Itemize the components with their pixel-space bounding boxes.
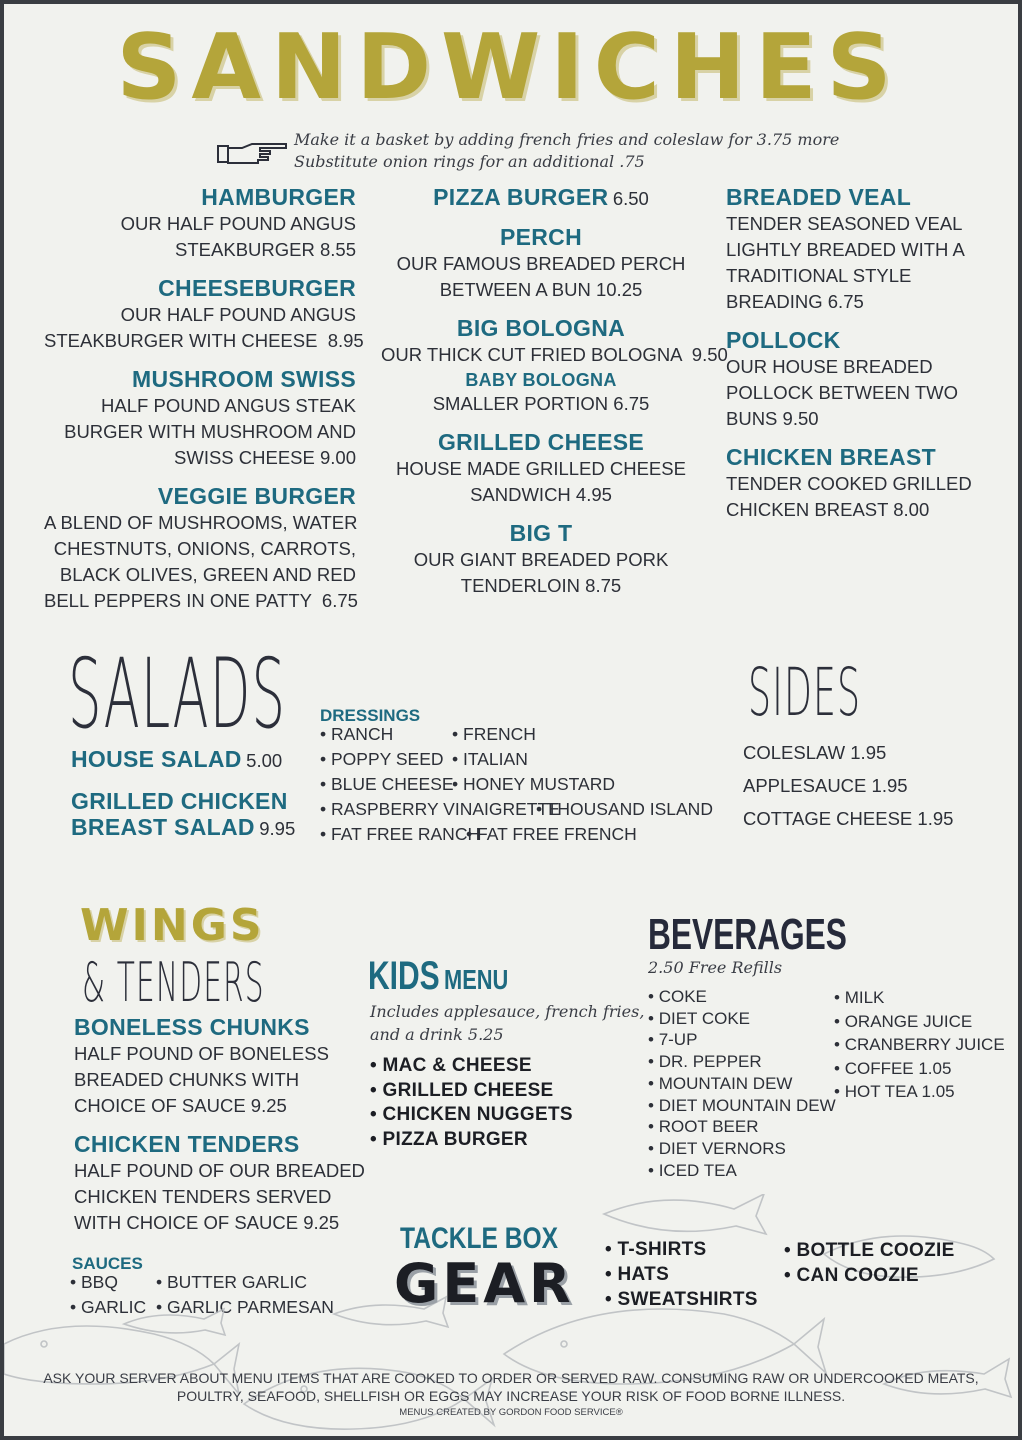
gear-item: • BOTTLE COOZIE	[784, 1238, 955, 1263]
kids-menu-title	[368, 954, 526, 999]
beverages-note: 2.50 Free Refills	[648, 958, 783, 977]
item-name: CHICKEN BREAST	[726, 444, 936, 470]
dressing-item: • BLUE CHEESE	[320, 772, 560, 797]
gear-list-1	[605, 1237, 758, 1312]
item-name: BABY BOLOGNA	[465, 370, 617, 390]
kids-item: • GRILLED CHEESE	[370, 1079, 573, 1104]
menu-item-chicken-breast	[726, 444, 1006, 523]
footer-warning-line2: POULTRY, SEAFOOD, SHELLFISH OR EGGS MAY INCREASE YOUR RISK OF FOOD BORNE ILLNESS.	[176, 1388, 846, 1404]
salads-title: SALADS	[68, 638, 287, 750]
kids-item: • MAC & CHEESE	[370, 1054, 573, 1079]
item-name: HOUSE SALAD	[71, 746, 242, 772]
menu-item-breaded-veal	[726, 184, 1006, 315]
item-name: HAMBURGER	[201, 184, 356, 210]
dressing-item: • THOUSAND ISLAND	[536, 797, 713, 822]
menu-item-pizza-burger	[381, 184, 701, 212]
sandwich-column-3	[726, 184, 1006, 523]
menu-item-big-bologna	[381, 315, 728, 368]
item-name: BONELESS CHUNKS	[74, 1014, 310, 1040]
sandwich-column-1	[44, 184, 364, 614]
item-name: BIG BOLOGNA	[456, 315, 626, 341]
item-description: OUR GIANT BREADED PORK TENDERLOIN 8.75	[413, 549, 669, 596]
beverage-item: • ORANGE JUICE	[834, 1010, 1005, 1034]
item-description: HALF POUND OF BONELESS BREADED CHUNKS WITH CHOICE OF SAUCE 9.25	[74, 1043, 329, 1116]
item-price: 6.50	[612, 188, 649, 209]
side-item: COLESLAW 1.95	[743, 742, 887, 763]
menu-item-hamburger	[44, 184, 356, 263]
item-description: OUR HOUSE BREADED POLLOCK BETWEEN TWO BUNS 9.50	[726, 356, 958, 429]
beverage-item: • DR. PEPPER	[648, 1051, 836, 1073]
beverage-item: • MILK	[834, 986, 1005, 1010]
item-price: 5.00	[246, 750, 283, 771]
menu-item-boneless-chunks	[74, 1014, 374, 1119]
footer-warning-line1: ASK YOUR SERVER ABOUT MENU ITEMS THAT ARE COOKED TO ORDER OR SERVED RAW. CONSUMING RAW OR UNDERCOOKED MEATS,	[43, 1370, 979, 1386]
dressings-title: DRESSINGS	[320, 706, 421, 725]
item-description: OUR THICK CUT FRIED BOLOGNA 9.50	[381, 344, 728, 365]
sides-list	[743, 736, 953, 835]
beverage-item: • 7-UP	[648, 1029, 836, 1051]
item-name-line1: GRILLED CHICKEN	[71, 788, 288, 814]
gear-item: • CAN COOZIE	[784, 1263, 955, 1288]
item-name: PIZZA BURGER	[433, 184, 609, 210]
item-name: BIG T	[509, 520, 573, 546]
menu-item-grilled-cheese	[381, 429, 701, 508]
beverage-item: • COKE	[648, 986, 836, 1008]
beverage-item: • MOUNTAIN DEW	[648, 1073, 836, 1095]
wings-title: WINGS	[80, 900, 265, 951]
sides-title: SIDES	[748, 654, 862, 731]
kids-menu-list	[370, 1054, 573, 1152]
item-name: POLLOCK	[726, 327, 841, 353]
kids-item: • PIZZA BURGER	[370, 1128, 573, 1153]
item-price: 9.95	[259, 818, 296, 839]
beverage-item: • DIET VERNORS	[648, 1138, 836, 1160]
footer-credit: MENUS CREATED BY GORDON FOOD SERVICE®	[399, 1407, 623, 1418]
item-description: SMALLER PORTION 6.75	[432, 393, 650, 414]
sauce-item: • GARLIC PARMESAN	[156, 1295, 334, 1320]
menu-item-house-salad	[71, 746, 282, 774]
dressing-item: • POPPY SEED	[320, 747, 560, 772]
beverages-title: BEVERAGES	[648, 910, 847, 959]
sauce-item: • BUTTER GARLIC	[156, 1270, 334, 1295]
beverage-item: • DIET COKE	[648, 1008, 836, 1030]
gear-item: • SWEATSHIRTS	[605, 1287, 758, 1312]
menu-item-grilled-chicken-salad	[71, 788, 295, 844]
dressing-item: • RANCH	[320, 722, 560, 747]
item-name: PERCH	[499, 224, 582, 250]
menu-item-pollock	[726, 327, 1006, 432]
beverage-item: • DIET MOUNTAIN DEW	[648, 1095, 836, 1117]
side-item: APPLESAUCE 1.95	[743, 775, 908, 796]
gear-item: • T-SHIRTS	[605, 1237, 758, 1262]
beverages-list-1	[648, 986, 836, 1181]
sandwiches-title: SANDWICHES	[116, 15, 902, 120]
menu-item-baby-bologna	[381, 370, 701, 417]
item-description: OUR HALF POUND ANGUS STEAKBURGER WITH CHEESE 8.95	[44, 304, 364, 351]
item-description: HALF POUND OF OUR BREADED CHICKEN TENDERS SERVED WITH CHOICE OF SAUCE 9.25	[74, 1160, 365, 1233]
menu-item-cheeseburger	[44, 275, 364, 354]
dressing-item: • HONEY MUSTARD	[452, 772, 713, 797]
item-name: MUSHROOM SWISS	[132, 366, 356, 392]
item-description: OUR FAMOUS BREADED PERCH BETWEEN A BUN 10.25	[396, 253, 686, 300]
gear-list-2	[784, 1238, 955, 1288]
menu-item-mushroom-swiss	[44, 366, 356, 471]
menu-item-perch	[381, 224, 701, 303]
sauces-title: SAUCES	[72, 1254, 143, 1273]
tenders-title: & TENDERS	[82, 951, 265, 1014]
menu-item-veggie-burger	[44, 483, 356, 614]
kids-item: • CHICKEN NUGGETS	[370, 1103, 573, 1128]
item-description: TENDER COOKED GRILLED CHICKEN BREAST 8.00	[726, 473, 972, 520]
sandwich-column-2	[381, 184, 728, 599]
beverage-item: • ICED TEA	[648, 1160, 836, 1182]
basket-note: Make it a basket by adding french fries and coleslaw for 3.75 more	[294, 130, 840, 149]
item-description: HOUSE MADE GRILLED CHEESE SANDWICH 4.95	[396, 458, 686, 505]
beverage-item: • HOT TEA 1.05	[834, 1080, 1005, 1104]
onion-rings-note: Substitute onion rings for an additional .75	[294, 152, 645, 171]
gear-title: GEAR	[394, 1252, 575, 1315]
kids-title-small: MENU	[443, 964, 508, 995]
item-name: CHEESEBURGER	[158, 275, 356, 301]
beverages-list-2	[834, 986, 1005, 1104]
sauce-item: • BBQ	[70, 1270, 146, 1295]
kids-note-line1: Includes applesauce, french fries,	[370, 1002, 645, 1021]
dressing-item: • FRENCH	[452, 722, 713, 747]
menu-item-big-t	[381, 520, 701, 599]
item-name: CHICKEN TENDERS	[74, 1131, 300, 1157]
beverage-item: • COFFEE 1.05	[834, 1057, 1005, 1081]
dressing-item: • FAT FREE FRENCH	[466, 822, 713, 847]
pointing-hand-icon	[214, 138, 290, 168]
item-name: BREADED VEAL	[726, 184, 912, 210]
kids-note-line2: and a drink 5.25	[370, 1025, 504, 1044]
item-description: HALF POUND ANGUS STEAK BURGER WITH MUSHROOM AND SWISS CHEESE 9.00	[64, 395, 356, 468]
side-item: COTTAGE CHEESE 1.95	[743, 808, 954, 829]
beverage-item: • CRANBERRY JUICE	[834, 1033, 1005, 1057]
kids-title-big: KIDS	[368, 954, 440, 998]
item-description: A BLEND OF MUSHROOMS, WATER CHESTNUTS, ONIONS, CARROTS, BLACK OLIVES, GREEN AND RED BELL PEPPERS IN ONE PATTY 6.75	[44, 512, 358, 611]
item-name: GRILLED CHEESE	[437, 429, 645, 455]
menu-page	[4, 4, 1018, 1436]
dressing-item: • FAT FREE RANCH	[320, 822, 560, 847]
item-name-line2: BREAST SALAD	[71, 814, 255, 840]
item-name: VEGGIE BURGER	[157, 483, 356, 509]
sauce-item: • GARLIC	[70, 1295, 146, 1320]
item-description: OUR HALF POUND ANGUS STEAKBURGER 8.55	[120, 213, 356, 260]
tackle-box-title: TACKLE BOX	[400, 1222, 559, 1255]
dressing-item: • RASPBERRY VINAIGRETTE	[320, 797, 560, 822]
gear-item: • HATS	[605, 1262, 758, 1287]
beverage-item: • ROOT BEER	[648, 1116, 836, 1138]
dressings-list-2	[452, 722, 713, 847]
dressing-item: • ITALIAN	[452, 747, 713, 772]
item-description: TENDER SEASONED VEAL LIGHTLY BREADED WITH A TRADITIONAL STYLE BREADING 6.75	[726, 213, 965, 312]
